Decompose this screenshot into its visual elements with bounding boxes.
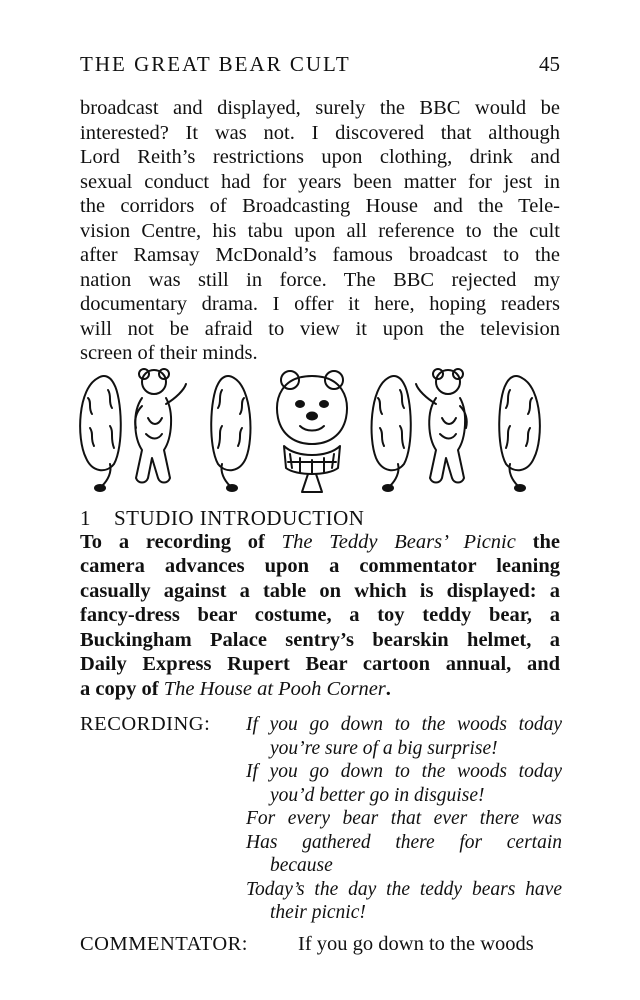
lyric-line: If you go down to the woods today bbox=[246, 761, 562, 782]
body-line: after Ramsay McDonald’s famous broadcast to the bbox=[80, 244, 560, 266]
song-lyrics bbox=[246, 713, 562, 925]
song-title: The Teddy Bears’ Picnic bbox=[281, 530, 516, 553]
lyric-line: Has gathered there for certain bbox=[246, 831, 562, 853]
section-number: 1 bbox=[80, 505, 91, 530]
lyric-line: For every bear that ever there was bbox=[246, 808, 562, 829]
stage-line: camera advances upon a commentator leaning bbox=[80, 555, 560, 577]
body-line: will not be afraid to view it upon the television bbox=[80, 317, 560, 340]
bearskin-helmet-icon bbox=[80, 376, 121, 491]
rupert-bear-face-icon bbox=[277, 371, 347, 492]
bearskin-helmet-icon bbox=[372, 376, 411, 491]
running-header bbox=[80, 52, 560, 82]
lyric-line: If you go down to the woods today bbox=[246, 714, 562, 735]
teddy-bear-back-icon bbox=[135, 369, 186, 483]
bearskin-helmet-icon bbox=[211, 376, 250, 491]
lyric-line: you’d better go in disguise! bbox=[270, 784, 485, 806]
speaker-recording: RECORDING: bbox=[80, 713, 211, 735]
stage-line: Buckingham Palace sentry’s bearskin helmet, a bbox=[80, 628, 560, 651]
stage-direction bbox=[80, 530, 560, 702]
bear-illustration bbox=[76, 368, 566, 494]
commentator-line: If you go down to the woods bbox=[298, 933, 534, 955]
body-line: the corridors of Broadcasting House and the Tele- bbox=[80, 195, 560, 217]
body-line: vision Centre, his tabu upon all reference to the cult bbox=[80, 219, 560, 242]
stage-line: fancy-dress bear costume, a toy teddy bear, a bbox=[80, 604, 560, 626]
stage-line: casually against a table on which is displayed: a bbox=[80, 579, 560, 602]
body-line: Lord Reith’s restrictions upon clothing, drink and bbox=[80, 146, 560, 168]
teddy-bear-back-icon bbox=[416, 369, 467, 483]
speaker-commentator: COMMENTATOR: bbox=[80, 933, 248, 955]
book-title: The House at Pooh Corner bbox=[163, 677, 386, 700]
body-line: broadcast and displayed, surely the BBC would be bbox=[80, 97, 560, 119]
bearskin-helmet-icon bbox=[499, 376, 540, 491]
stage-line: Daily Express Rupert Bear cartoon annual, and bbox=[80, 653, 560, 675]
lyric-line: their picnic! bbox=[270, 902, 366, 923]
lyric-line: you’re sure of a big surprise! bbox=[270, 737, 498, 759]
section-title: STUDIO INTRODUCTION bbox=[114, 505, 365, 530]
page-number: 45 bbox=[539, 52, 560, 76]
stage-line: To a recording of The Teddy Bears’ Picnic the bbox=[80, 530, 560, 553]
body-line: screen of their minds. bbox=[80, 342, 258, 364]
lyric-line: Today’s the day the teddy bears have bbox=[246, 878, 562, 900]
stage-line: a copy of The House at Pooh Corner. bbox=[80, 677, 391, 700]
body-line: documentary drama. I offer it here, hoping readers bbox=[80, 293, 560, 315]
page bbox=[80, 52, 562, 955]
body-line: nation was still in force. The BBC rejected my bbox=[80, 268, 560, 291]
bear-illustration-strip bbox=[80, 368, 560, 496]
body-line: sexual conduct had for years been matter for jest in bbox=[80, 170, 560, 193]
body-line: interested? It was not. I discovered that although bbox=[80, 121, 560, 144]
section-heading bbox=[80, 506, 560, 530]
lyric-line: because bbox=[270, 855, 333, 876]
running-title: THE GREAT BEAR CULT bbox=[80, 52, 351, 76]
body-paragraph bbox=[80, 96, 560, 366]
